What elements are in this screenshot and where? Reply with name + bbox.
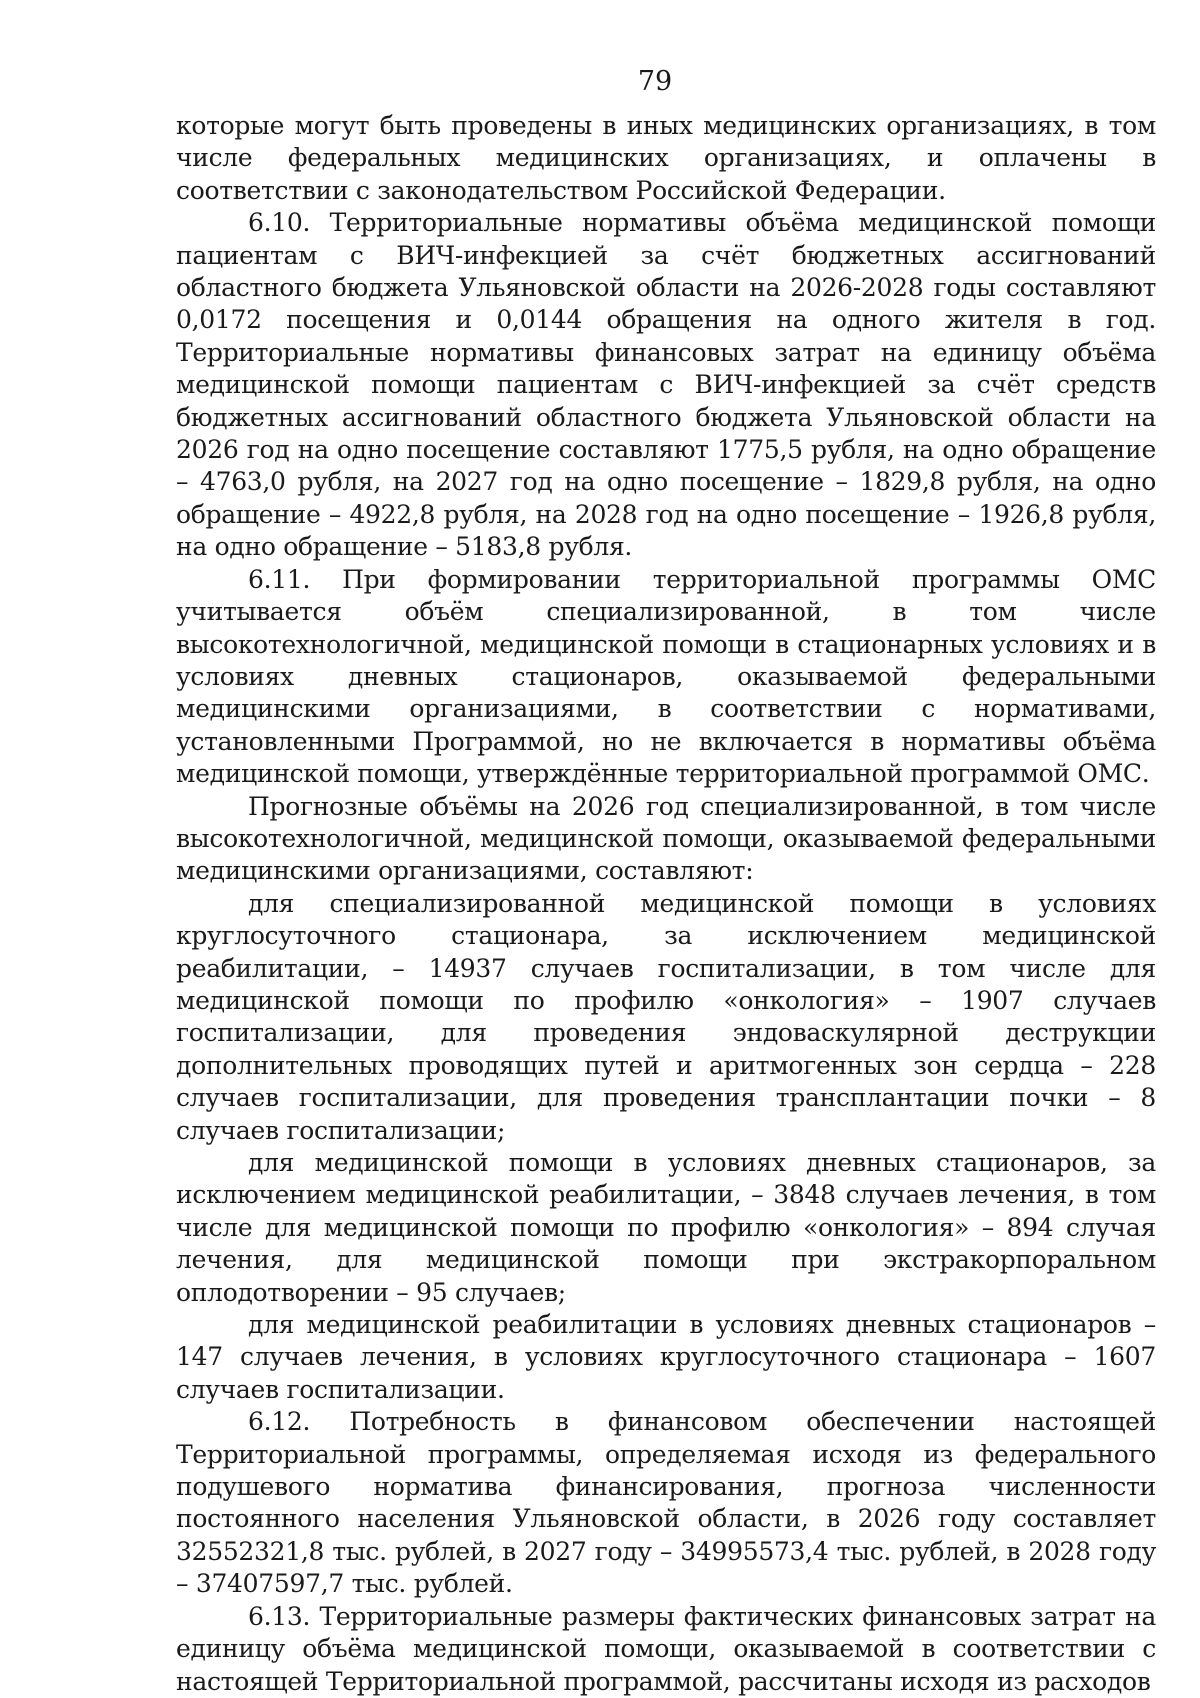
paragraph-6-11: 6.11. При формировании территориальной программы ОМС учитывается объём специализированной, в том числе высокотехнологичной, медицинской помощи в стационарных условиях и в условиях дневных стационаров, оказываемой федеральными медицинскими организациями, в соответствии с нормативами, установленными Программой, но не включается в нормативы объёма медицинской помощи, утверждённые территориальной программой ОМС.: [176, 564, 1156, 789]
paragraph-forecast-volumes: Прогнозные объёмы на 2026 год специализированной, в том числе высокотехнологичной, медицинской помощи, оказываемой федеральными медицинскими организациями, составляют:: [176, 791, 1156, 886]
page-number: 79: [637, 66, 673, 97]
document-body: [176, 110, 1156, 1698]
paragraph-rehabilitation: для медицинской реабилитации в условиях дневных стационаров – 147 случаев лечения, в условиях круглосуточного стационара – 1607 случаев госпитализации.: [176, 1310, 1156, 1404]
paragraph-6-13: 6.13. Территориальные размеры фактических финансовых затрат на единицу объёма медицинской помощи, оказываемой в соответствии с настоящей Территориальной программой, рассчитаны исходя из расходов: [176, 1601, 1156, 1696]
paragraph-6-12: 6.12. Потребность в финансовом обеспечении настоящей Территориальной программы, определяемая исходя из федерального подушевого норматива финансирования, прогноза численности постоянного населения Ульяновской области, в 2026 году составляет 32552321,8 тыс. рублей, в 2027 году – 34995573,4 тыс. рублей, в 2028 году – 37407597,7 тыс. рублей.: [176, 1407, 1156, 1599]
paragraph-day-hospital-care: для медицинской помощи в условиях дневных стационаров, за исключением медицинской реабилитации, – 3848 случаев лечения, в том числе для медицинской помощи по профилю «онкология» – 894 случая лечения, для медицинской помощи при экстракорпоральном оплодотворении – 95 случаев;: [176, 1148, 1156, 1307]
paragraph-continuation: которые могут быть проведены в иных медицинских организациях, в том числе федеральных медицинских организациях, и оплачены в соответствии с законодательством Российской Федерации.: [176, 111, 1156, 205]
paragraph-round-the-clock-care: для специализированной медицинской помощи в условиях круглосуточного стационара, за исключением медицинской реабилитации, – 14937 случаев госпитализации, в том числе для медицинской помощи по профилю «онкология» – 1907 случаев госпитализации, для проведения эндоваскулярной деструкции дополнительных проводящих путей и аритмогенных зон сердца – 228 случаев госпитализации, для проведения трансплантации почки – 8 случаев госпитализации;: [176, 888, 1156, 1145]
paragraph-6-10: 6.10. Территориальные нормативы объёма медицинской помощи пациентам с ВИЧ-инфекцией за счёт бюджетных ассигнований областного бюджета Ульяновской области на 2026-2028 годы составляют 0,0172 посещения и 0,0144 обращения на одного жителя в год. Территориальные нормативы финансовых затрат на единицу объёма медицинской помощи пациентам с ВИЧ-инфекцией за счёт средств бюджетных ассигнований областного бюджета Ульяновской области на 2026 год на одно посещение составляют 1775,5 рубля, на одно обращение – 4763,0 рубля, на 2027 год на одно посещение – 1829,8 рубля, на одно обращение – 4922,8 рубля, на 2028 год на одно посещение – 1926,8 рубля, на одно обращение – 5183,8 рубля.: [176, 208, 1156, 562]
